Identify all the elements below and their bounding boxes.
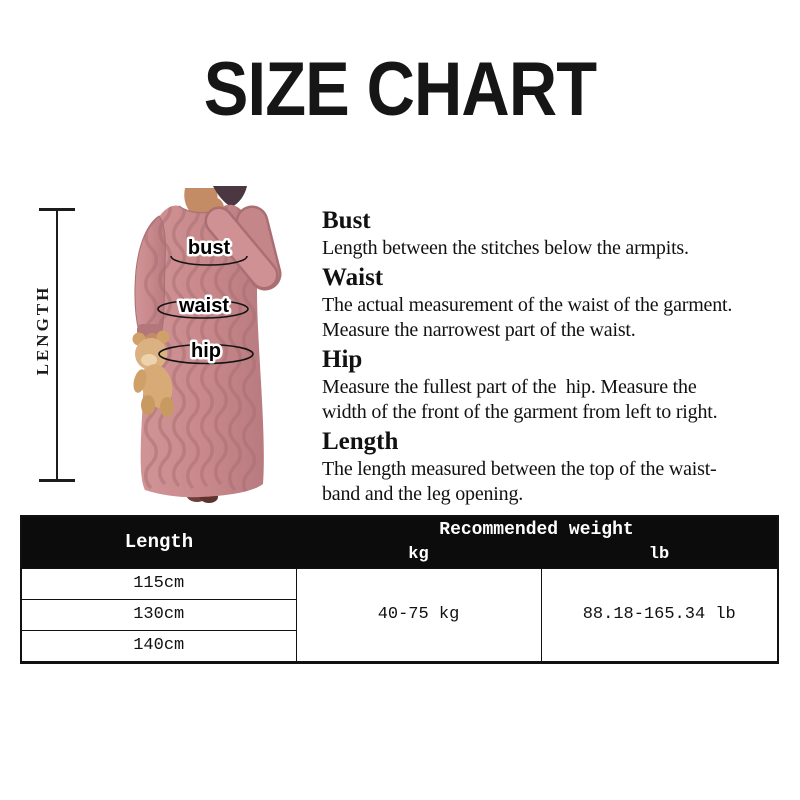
bust-heading: Bust: [322, 207, 371, 234]
lb-value-cell: 88.18-165.34 lb: [541, 568, 778, 662]
hip-desc-line2: width of the front of the garment from left to right.: [322, 401, 718, 423]
hip-heading: Hip: [322, 345, 363, 373]
measurement-guide: [322, 205, 788, 508]
hip-label: hip: [191, 340, 221, 362]
waist-desc-line: The actual measurement of the waist of the garment.: [322, 293, 733, 316]
bust-desc-line: Length between the stitches below the armpits.: [322, 237, 689, 259]
waist-desc-line2: Measure the narrowest part of the waist.: [322, 319, 636, 341]
bust-label: bust: [187, 237, 231, 259]
page-title: SIZE CHART: [203, 47, 597, 132]
garment-photo: [115, 186, 315, 510]
col-header-length: Length: [21, 516, 296, 568]
waist-label: waist: [178, 295, 230, 317]
waist-heading: Waist: [322, 263, 384, 291]
length-measure-label: LENGTH: [33, 284, 52, 376]
length-cell-140: 140cm: [21, 630, 296, 662]
kg-value-cell: 40-75 kg: [296, 568, 541, 662]
col-header-recommended-weight: Recommended weight: [296, 516, 778, 542]
length-desc-line2: band and the leg opening.: [322, 483, 524, 505]
length-cell-115: 115cm: [21, 568, 296, 599]
col-header-kg: kg: [296, 542, 541, 568]
length-heading: Length: [322, 427, 399, 455]
col-header-lb: lb: [541, 542, 778, 568]
table-row-115: [21, 568, 778, 599]
hip-desc-line: Measure the fullest part of the hip. Measure the: [322, 375, 697, 398]
size-table: [20, 515, 779, 664]
length-measure-line: [56, 209, 58, 481]
length-measure-bottom-cap: [39, 479, 75, 482]
length-cell-130: 130cm: [21, 599, 296, 630]
length-desc-line: The length measured between the top of the waist-: [322, 457, 717, 480]
